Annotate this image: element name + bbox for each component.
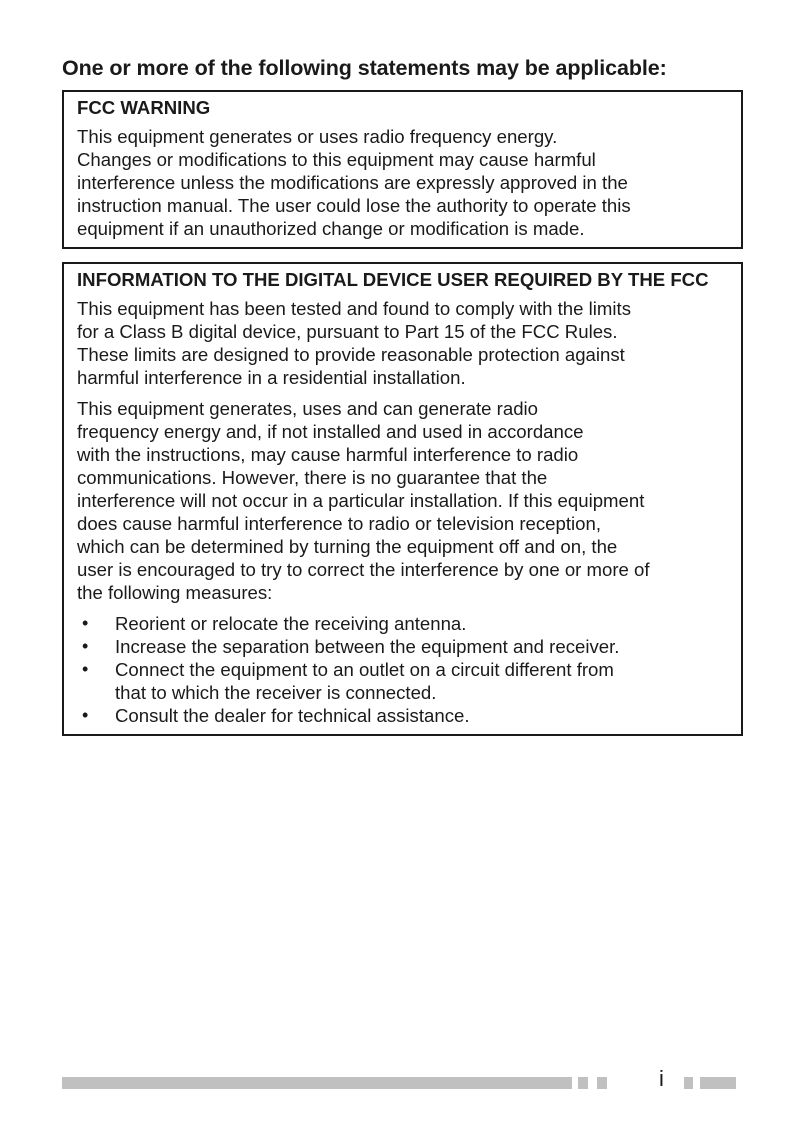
measure-text: Connect the equipment to an outlet on a circuit different from that to which the receiver is connected.: [115, 659, 614, 703]
fcc-warning-title: FCC WARNING: [77, 97, 211, 118]
measures-list: [77, 612, 741, 727]
bullet-icon: •: [82, 705, 89, 725]
page-heading: One or more of the following statements may be applicable:: [62, 56, 667, 80]
list-item: [77, 658, 741, 704]
measure-text: Consult the dealer for technical assistance.: [115, 705, 470, 726]
digital-device-box: [62, 262, 743, 736]
footer-bar-block: [578, 1077, 588, 1089]
footer-bar-block: [684, 1077, 693, 1089]
bullet-icon: •: [82, 613, 89, 633]
list-item: [77, 612, 741, 635]
bullet-icon: •: [82, 636, 89, 656]
measure-text: Reorient or relocate the receiving antenna.: [115, 613, 467, 634]
page-number: i: [659, 1066, 664, 1091]
list-item: [77, 635, 741, 658]
list-item: [77, 704, 741, 727]
digital-device-paragraph: This equipment generates, uses and can generate radio frequency energy and, if not installed and used in accordance with the instructions, may cause harmful interference to radio communications. However, there is no guarantee that the interference will not occur in a particular installation. If this equipment does cause harmful interference to radio or television reception, which can be determined by turning the equipment off and on, the user is encouraged to try to correct the interference by one or more of the following measures:: [77, 398, 650, 603]
bullet-icon: •: [82, 659, 89, 679]
measure-text: Increase the separation between the equipment and receiver.: [115, 636, 620, 657]
footer-bar-block: [597, 1077, 607, 1089]
footer-bar-right: [700, 1077, 736, 1089]
fcc-warning-paragraph: This equipment generates or uses radio frequency energy. Changes or modifications to this equipment may cause harmful interference unless the modifications are expressly approved in the instruction manual. The user could lose the authority to operate this equipment if an unauthorized change or modification is made.: [77, 126, 631, 239]
fcc-warning-box: [62, 90, 743, 249]
footer-bar-left: [62, 1077, 572, 1089]
digital-device-paragraph: This equipment has been tested and found to comply with the limits for a Class B digital device, pursuant to Part 15 of the FCC Rules. These limits are designed to provide reasonable protection against harmful interference in a residential installation.: [77, 298, 631, 388]
digital-device-title: INFORMATION TO THE DIGITAL DEVICE USER REQUIRED BY THE FCC: [77, 269, 709, 290]
